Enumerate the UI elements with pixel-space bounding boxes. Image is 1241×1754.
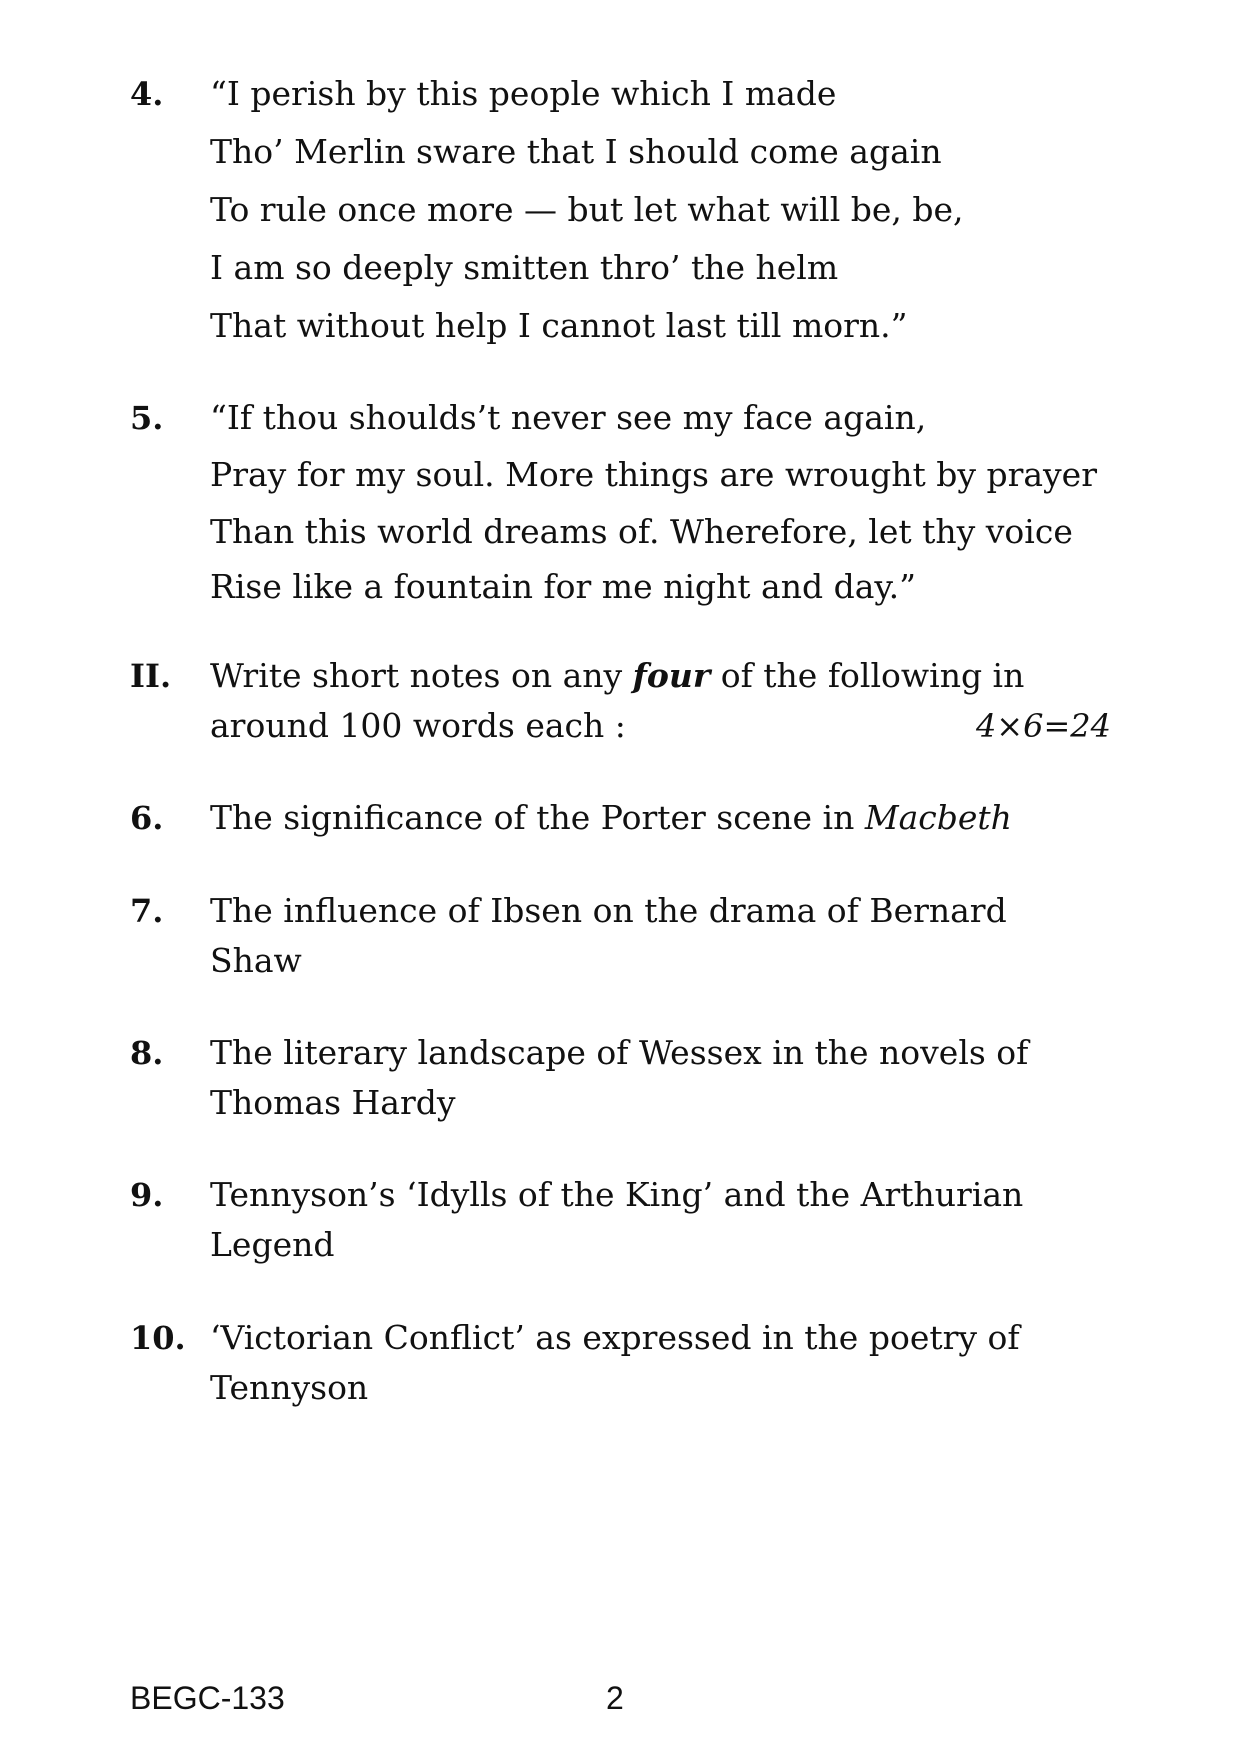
question-10-number: 10.: [130, 1319, 186, 1357]
section-2-number: II.: [130, 657, 172, 695]
section-2-text-after: of the following in: [710, 656, 1025, 695]
question-4-line-5: That without help I cannot last till morn.”: [210, 306, 908, 345]
question-4-number: 4.: [130, 75, 164, 113]
question-4-line-3: To rule once more — but let what will be, be,: [210, 190, 964, 229]
question-7-line-1: The influence of Ibsen on the drama of Bernard: [210, 891, 1007, 930]
section-2-emphasis: four: [632, 656, 711, 695]
question-4-line-1: “I perish by this people which I made: [210, 74, 837, 113]
question-4-line-2: Tho’ Merlin sware that I should come again: [210, 132, 942, 171]
question-6-number: 6.: [130, 799, 164, 837]
section-2-instruction-line-1: [210, 656, 1024, 696]
question-7-number: 7.: [130, 892, 164, 930]
question-4-line-4: I am so deeply smitten thro’ the helm: [210, 248, 839, 287]
section-2-text-before: Write short notes on any: [210, 656, 633, 695]
footer-page-number: 2: [606, 1680, 624, 1716]
question-6-text-before: The significance of the Porter scene in: [210, 798, 865, 837]
question-5-number: 5.: [130, 399, 164, 437]
question-5-line-2: Pray for my soul. More things are wrought by prayer: [210, 455, 1097, 494]
question-8-line-1: The literary landscape of Wessex in the novels of: [210, 1033, 1029, 1072]
question-6-title: Macbeth: [864, 798, 1012, 837]
section-2-marks: 4×6=24: [975, 707, 1111, 745]
footer-course-code: BEGC-133: [130, 1680, 285, 1716]
question-9-line-2: Legend: [210, 1225, 335, 1264]
question-5-line-4: Rise like a fountain for me night and day.”: [210, 567, 917, 606]
question-7-line-2: Shaw: [210, 941, 302, 980]
question-9-number: 9.: [130, 1176, 164, 1214]
section-2-instruction-line-2: around 100 words each :: [210, 706, 626, 745]
question-5-line-1: “If thou shoulds’t never see my face again,: [210, 398, 927, 437]
question-8-number: 8.: [130, 1034, 164, 1072]
question-5-line-3: Than this world dreams of. Wherefore, let thy voice: [210, 512, 1073, 551]
question-10-line-1: ‘Victorian Conflict’ as expressed in the poetry of: [210, 1318, 1020, 1357]
question-10-line-2: Tennyson: [210, 1368, 369, 1407]
question-6-text: [210, 798, 1012, 838]
question-9-line-1: Tennyson’s ‘Idylls of the King’ and the Arthurian: [210, 1175, 1024, 1214]
question-8-line-2: Thomas Hardy: [210, 1083, 456, 1122]
